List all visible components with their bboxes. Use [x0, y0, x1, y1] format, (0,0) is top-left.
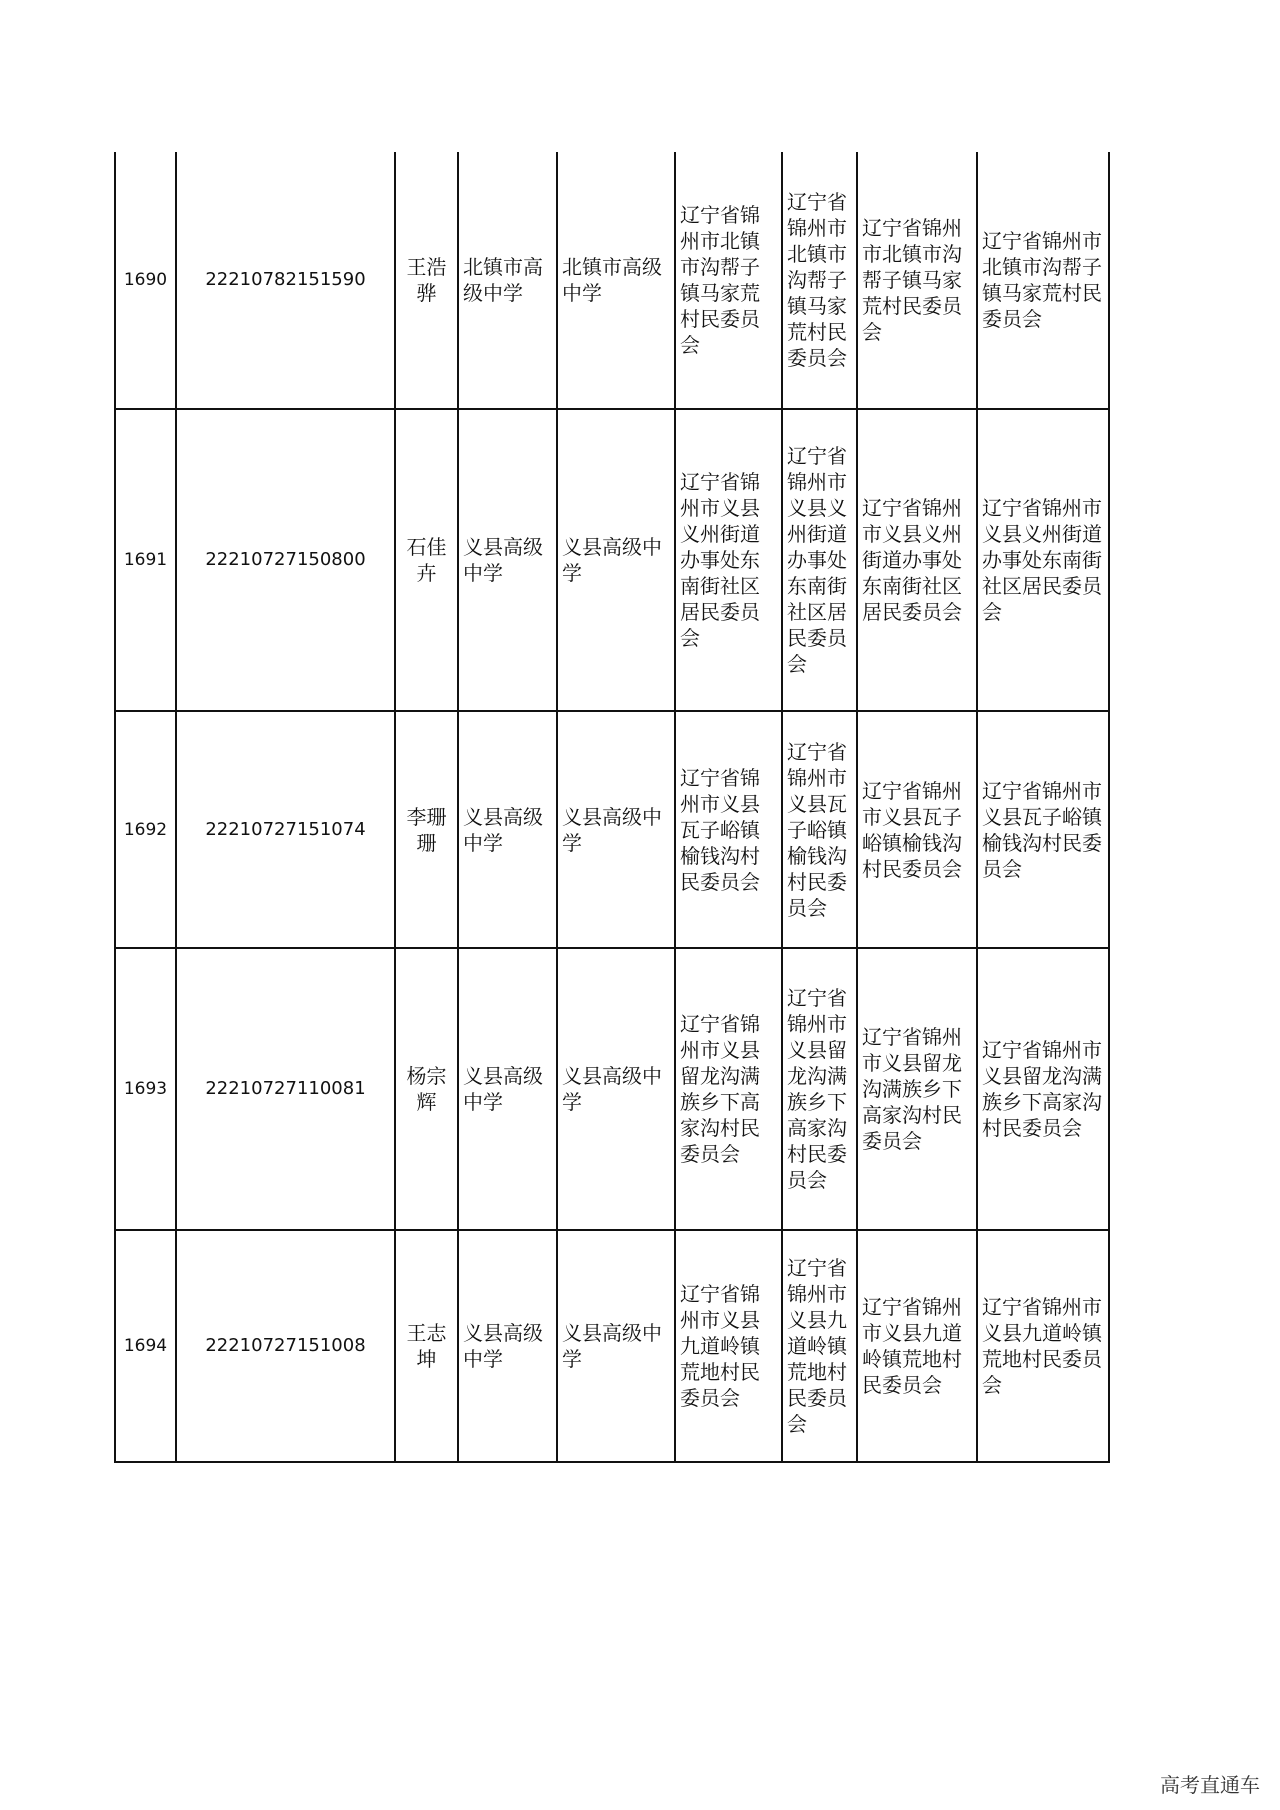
address-cell-3: 辽宁省锦州市义县义州街道办事处东南街社区居民委员会: [857, 409, 977, 711]
school-full-cell: 义县高级中学: [557, 711, 675, 948]
school-cell: 北镇市高级中学: [458, 152, 557, 409]
address-cell-1: 辽宁省锦州市义县瓦子峪镇榆钱沟村民委员会: [675, 711, 782, 948]
candidate-name: 王志坤: [395, 1230, 458, 1462]
row-number: 1693: [115, 948, 176, 1230]
school-full-cell: 义县高级中学: [557, 409, 675, 711]
candidate-name: 李珊珊: [395, 711, 458, 948]
table-row: [115, 152, 1109, 409]
school-cell: 义县高级中学: [458, 409, 557, 711]
candidate-id: 22210727151074: [176, 711, 395, 948]
address-cell-4: 辽宁省锦州市北镇市沟帮子镇马家荒村民委员会: [977, 152, 1109, 409]
address-cell-2: 辽宁省锦州市北镇市沟帮子镇马家荒村民委员会: [782, 152, 857, 409]
candidate-name: 王浩骅: [395, 152, 458, 409]
address-cell-3: 辽宁省锦州市北镇市沟帮子镇马家荒村民委员会: [857, 152, 977, 409]
address-cell-2: 辽宁省锦州市义县义州街道办事处东南街社区居民委员会: [782, 409, 857, 711]
candidate-id: 22210782151590: [176, 152, 395, 409]
address-cell-4: 辽宁省锦州市义县留龙沟满族乡下高家沟村民委员会: [977, 948, 1109, 1230]
address-cell-1: 辽宁省锦州市义县九道岭镇荒地村民委员会: [675, 1230, 782, 1462]
address-cell-4: 辽宁省锦州市义县九道岭镇荒地村民委员会: [977, 1230, 1109, 1462]
address-cell-2: 辽宁省锦州市义县九道岭镇荒地村民委员会: [782, 1230, 857, 1462]
school-full-cell: 义县高级中学: [557, 948, 675, 1230]
school-cell: 义县高级中学: [458, 711, 557, 948]
school-full-cell: 北镇市高级中学: [557, 152, 675, 409]
table-row: [115, 1230, 1109, 1462]
table-row: [115, 948, 1109, 1230]
address-cell-3: 辽宁省锦州市义县留龙沟满族乡下高家沟村民委员会: [857, 948, 977, 1230]
school-full-cell: 义县高级中学: [557, 1230, 675, 1462]
table-row: [115, 409, 1109, 711]
address-cell-4: 辽宁省锦州市义县义州街道办事处东南街社区居民委员会: [977, 409, 1109, 711]
address-cell-1: 辽宁省锦州市北镇市沟帮子镇马家荒村民委员会: [675, 152, 782, 409]
row-number: 1694: [115, 1230, 176, 1462]
address-cell-3: 辽宁省锦州市义县瓦子峪镇榆钱沟村民委员会: [857, 711, 977, 948]
candidate-name: 杨宗辉: [395, 948, 458, 1230]
roster-table: [114, 152, 1110, 1463]
address-cell-2: 辽宁省锦州市义县留龙沟满族乡下高家沟村民委员会: [782, 948, 857, 1230]
address-cell-4: 辽宁省锦州市义县瓦子峪镇榆钱沟村民委员会: [977, 711, 1109, 948]
row-number: 1692: [115, 711, 176, 948]
address-cell-2: 辽宁省锦州市义县瓦子峪镇榆钱沟村民委员会: [782, 711, 857, 948]
address-cell-1: 辽宁省锦州市义县留龙沟满族乡下高家沟村民委员会: [675, 948, 782, 1230]
address-cell-1: 辽宁省锦州市义县义州街道办事处东南街社区居民委员会: [675, 409, 782, 711]
table-row: [115, 711, 1109, 948]
row-number: 1691: [115, 409, 176, 711]
watermark-text: 高考直通车: [1160, 1773, 1260, 1797]
candidate-id: 22210727151008: [176, 1230, 395, 1462]
candidate-id: 22210727150800: [176, 409, 395, 711]
row-number: 1690: [115, 152, 176, 409]
candidate-id: 22210727110081: [176, 948, 395, 1230]
school-cell: 义县高级中学: [458, 948, 557, 1230]
candidate-name: 石佳卉: [395, 409, 458, 711]
school-cell: 义县高级中学: [458, 1230, 557, 1462]
address-cell-3: 辽宁省锦州市义县九道岭镇荒地村民委员会: [857, 1230, 977, 1462]
